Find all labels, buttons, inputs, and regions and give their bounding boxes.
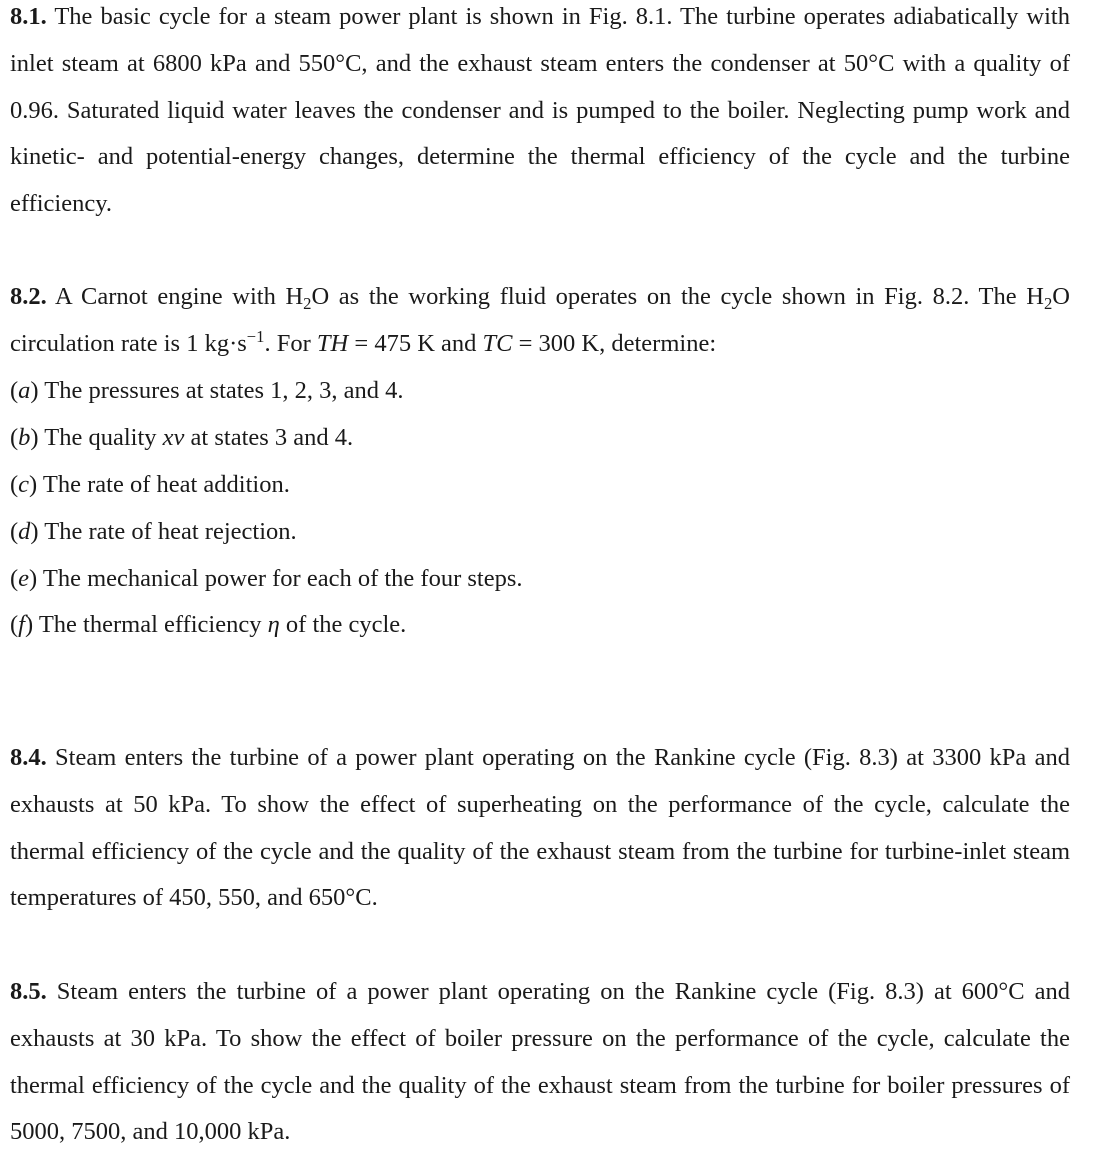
problem-number: 8.1. [10,3,47,30]
item-text: at states 3 and 4. [184,424,354,451]
problem-text: O as the working fluid operates on the cycle shown in Fig. 8.2. The H [311,283,1044,310]
list-item-b: (b) The quality xv at states 3 and 4. [10,424,354,451]
item-text: The thermal efficiency [33,611,268,638]
item-text: of the cycle. [279,611,407,638]
problem-text: = 475 K and [348,329,483,357]
list-item-d: (d) The rate of heat rejection. [10,518,297,545]
problem-number: 8.2. [10,283,47,310]
item-text: The rate of heat rejection. [38,518,297,545]
item-text: The mechanical power for each of the four steps. [37,565,523,592]
problem-number: 8.4. [10,744,47,771]
list-item-f: (f) The thermal efficiency η of the cycle. [10,611,407,638]
problem-8-5 [10,969,1070,1156]
problem-8-4 [10,735,1070,922]
list-item-c: (c) The rate of heat addition. [10,471,290,498]
problem-text: O circulation rate is 1 kg·s [10,283,1070,357]
problem-text: A Carnot engine with H [46,283,304,310]
problem-text: = 300 K, determine: [512,329,717,357]
subscript: 2 [303,293,312,313]
subscript: 2 [1043,293,1053,313]
problem-8-1 [10,0,1070,228]
problem-number: 8.5. [10,978,47,1005]
variable-th: TH [316,329,349,357]
list-item-a: (a) The pressures at states 1, 2, 3, and 4. [10,377,404,404]
problem-8-2 [10,274,1070,368]
variable-eta: η [267,611,280,638]
problem-text: . For [264,329,317,357]
problem-text: Steam enters the turbine of a power plant operating on the Rankine cycle (Fig. 8.3) at 600°C and exhausts at 30 kPa. To show the effect of boiler pressure on the performance of the cycle, calculate the thermal efficiency of the cycle and the quality of the exhaust steam from the turbine for boiler pressures of 5000, 7500, and 10,000 kPa. [10,978,1070,1146]
item-text: The rate of heat addition. [37,471,290,498]
variable-tc: TC [482,329,513,357]
item-text: The pressures at states 1, 2, 3, and 4. [38,377,404,404]
list-item-e: (e) The mechanical power for each of the four steps. [10,565,523,592]
problem-text: The basic cycle for a steam power plant is shown in Fig. 8.1. The turbine operates adiabatically with inlet steam at 6800 kPa and 550°C, and the exhaust steam enters the condenser at 50°C with a quality of 0.96. Saturated liquid water leaves the condenser and is pumped to the boiler. Neglecting pump work and kinetic- and potential-energy changes, determine the thermal efficiency of the cycle and the turbine efficiency. [10,3,1070,218]
item-text: The quality [38,424,163,451]
problem-text: Steam enters the turbine of a power plant operating on the Rankine cycle (Fig. 8.3) at 3300 kPa and exhausts at 50 kPa. To show the effect of superheating on the performance of the cycle, calculate the thermal efficiency of the cycle and the quality of the exhaust steam from the turbine for turbine-inlet steam temperatures of 450, 550, and 650°C. [10,744,1070,912]
variable-xv: xv [162,424,185,451]
superscript: −1 [246,326,265,346]
